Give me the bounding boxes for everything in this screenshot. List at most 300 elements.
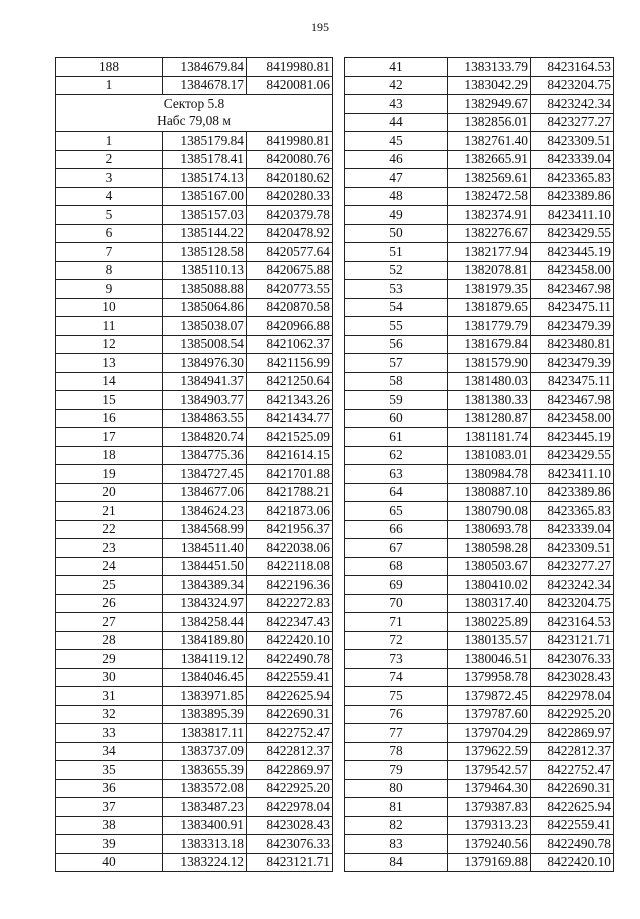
point-number: 63 [345,465,448,484]
table-row [345,354,614,373]
table-row [56,742,333,761]
table-row [56,58,333,77]
table-row [345,169,614,188]
x-coordinate: 1381779.79 [448,317,531,336]
x-coordinate: 1383895.39 [163,705,247,724]
table-row [345,613,614,632]
y-coordinate: 8420080.76 [247,150,333,169]
x-coordinate: 1381083.01 [448,446,531,465]
x-coordinate: 1382177.94 [448,243,531,262]
point-number: 73 [345,650,448,669]
point-number: 16 [56,409,163,428]
x-coordinate: 1381480.03 [448,372,531,391]
x-coordinate: 1380225.89 [448,613,531,632]
x-coordinate: 1379240.56 [448,835,531,854]
point-number: 6 [56,224,163,243]
x-coordinate: 1379169.88 [448,853,531,872]
y-coordinate: 8423411.10 [531,465,614,484]
x-coordinate: 1382856.01 [448,113,531,132]
point-number: 75 [345,687,448,706]
y-coordinate: 8422752.47 [247,724,333,743]
table-row [345,132,614,151]
table-row [345,446,614,465]
y-coordinate: 8420675.88 [247,261,333,280]
y-coordinate: 8422625.94 [531,798,614,817]
point-number: 25 [56,576,163,595]
point-number: 20 [56,483,163,502]
point-number: 26 [56,594,163,613]
x-coordinate: 1384976.30 [163,354,247,373]
x-coordinate: 1381579.90 [448,354,531,373]
table-row [345,187,614,206]
table-row [56,853,333,872]
x-coordinate: 1384451.50 [163,557,247,576]
x-coordinate: 1379622.59 [448,742,531,761]
table-row [56,317,333,336]
table-row [345,668,614,687]
x-coordinate: 1384820.74 [163,428,247,447]
y-coordinate: 8423389.86 [531,187,614,206]
point-number: 1 [56,76,163,95]
point-number: 188 [56,58,163,77]
y-coordinate: 8420478.92 [247,224,333,243]
table-row [56,594,333,613]
point-number: 22 [56,520,163,539]
table-row [56,650,333,669]
point-number: 40 [56,853,163,872]
point-number: 51 [345,243,448,262]
table-row [345,724,614,743]
point-number: 1 [56,132,163,151]
point-number: 9 [56,280,163,299]
point-number: 18 [56,446,163,465]
table-row [56,187,333,206]
y-coordinate: 8422812.37 [531,742,614,761]
y-coordinate: 8423365.83 [531,169,614,188]
point-number: 38 [56,816,163,835]
x-coordinate: 1385179.84 [163,132,247,151]
x-coordinate: 1379313.23 [448,816,531,835]
table-row [345,76,614,95]
point-number: 56 [345,335,448,354]
x-coordinate: 1381979.35 [448,280,531,299]
table-row [345,631,614,650]
x-coordinate: 1383487.23 [163,798,247,817]
y-coordinate: 8421434.77 [247,409,333,428]
y-coordinate: 8423164.53 [531,58,614,77]
x-coordinate: 1385157.03 [163,206,247,225]
table-row [56,798,333,817]
table-row [345,483,614,502]
point-number: 55 [345,317,448,336]
y-coordinate: 8423309.51 [531,539,614,558]
table-row [345,705,614,724]
table-row [345,557,614,576]
sector-header-row [56,95,333,132]
table-row [56,483,333,502]
y-coordinate: 8422038.06 [247,539,333,558]
x-coordinate: 1380135.57 [448,631,531,650]
y-coordinate: 8421343.26 [247,391,333,410]
x-coordinate: 1380410.02 [448,576,531,595]
y-coordinate: 8423028.43 [247,816,333,835]
point-number: 80 [345,779,448,798]
table-row [56,835,333,854]
x-coordinate: 1379704.29 [448,724,531,743]
x-coordinate: 1382665.91 [448,150,531,169]
table-row [56,816,333,835]
table-row [345,113,614,132]
table-row [56,539,333,558]
y-coordinate: 8423445.19 [531,428,614,447]
table-row [345,206,614,225]
point-number: 43 [345,95,448,114]
point-number: 4 [56,187,163,206]
y-coordinate: 8423479.39 [531,317,614,336]
y-coordinate: 8423365.83 [531,502,614,521]
y-coordinate: 8421788.21 [247,483,333,502]
table-row [56,169,333,188]
table-row [345,576,614,595]
x-coordinate: 1384568.99 [163,520,247,539]
table-row [56,502,333,521]
point-number: 60 [345,409,448,428]
sector-header [56,95,333,132]
x-coordinate: 1380887.10 [448,483,531,502]
y-coordinate: 8423277.27 [531,113,614,132]
y-coordinate: 8422812.37 [247,742,333,761]
point-number: 37 [56,798,163,817]
table-row [56,668,333,687]
x-coordinate: 1380503.67 [448,557,531,576]
y-coordinate: 8420870.58 [247,298,333,317]
x-coordinate: 1382761.40 [448,132,531,151]
y-coordinate: 8421156.99 [247,354,333,373]
table-row [345,742,614,761]
y-coordinate: 8422490.78 [531,835,614,854]
point-number: 58 [345,372,448,391]
x-coordinate: 1380790.08 [448,502,531,521]
y-coordinate: 8423204.75 [531,594,614,613]
y-coordinate: 8422690.31 [531,779,614,798]
x-coordinate: 1381380.33 [448,391,531,410]
table-row [345,816,614,835]
table-row [56,779,333,798]
point-number: 81 [345,798,448,817]
table-row [56,761,333,780]
y-coordinate: 8422752.47 [531,761,614,780]
table-row [345,650,614,669]
point-number: 13 [56,354,163,373]
y-coordinate: 8420773.55 [247,280,333,299]
y-coordinate: 8420379.78 [247,206,333,225]
x-coordinate: 1379787.60 [448,705,531,724]
point-number: 3 [56,169,163,188]
x-coordinate: 1384624.23 [163,502,247,521]
point-number: 33 [56,724,163,743]
point-number: 48 [345,187,448,206]
point-number: 36 [56,779,163,798]
table-row [56,446,333,465]
x-coordinate: 1385178.41 [163,150,247,169]
table-row [345,428,614,447]
point-number: 62 [345,446,448,465]
x-coordinate: 1384189.80 [163,631,247,650]
point-number: 15 [56,391,163,410]
y-coordinate: 8422420.10 [531,853,614,872]
point-number: 71 [345,613,448,632]
y-coordinate: 8423475.11 [531,298,614,317]
x-coordinate: 1384119.12 [163,650,247,669]
y-coordinate: 8422925.20 [531,705,614,724]
y-coordinate: 8423467.98 [531,391,614,410]
point-number: 53 [345,280,448,299]
x-coordinate: 1381879.65 [448,298,531,317]
point-number: 39 [56,835,163,854]
point-number: 69 [345,576,448,595]
x-coordinate: 1383971.85 [163,687,247,706]
point-number: 54 [345,298,448,317]
table-row [345,58,614,77]
table-row [56,705,333,724]
y-coordinate: 8423480.81 [531,335,614,354]
point-number: 28 [56,631,163,650]
x-coordinate: 1383400.91 [163,816,247,835]
y-coordinate: 8423076.33 [247,835,333,854]
y-coordinate: 8422978.04 [531,687,614,706]
point-number: 70 [345,594,448,613]
point-number: 50 [345,224,448,243]
point-number: 8 [56,261,163,280]
x-coordinate: 1385167.00 [163,187,247,206]
y-coordinate: 8422978.04 [247,798,333,817]
y-coordinate: 8419980.81 [247,58,333,77]
x-coordinate: 1381679.84 [448,335,531,354]
table-row [345,465,614,484]
table-row [345,779,614,798]
y-coordinate: 8423164.53 [531,613,614,632]
table-row [345,594,614,613]
point-number: 45 [345,132,448,151]
x-coordinate: 1384258.44 [163,613,247,632]
table-row [56,224,333,243]
x-coordinate: 1384678.17 [163,76,247,95]
y-coordinate: 8422625.94 [247,687,333,706]
point-number: 10 [56,298,163,317]
table-row [56,132,333,151]
y-coordinate: 8423475.11 [531,372,614,391]
y-coordinate: 8423458.00 [531,261,614,280]
x-coordinate: 1380693.78 [448,520,531,539]
x-coordinate: 1382472.58 [448,187,531,206]
table-row [345,520,614,539]
page-number: 195 [311,20,329,34]
point-number: 23 [56,539,163,558]
table-row [56,428,333,447]
x-coordinate: 1384775.36 [163,446,247,465]
table-row [345,798,614,817]
y-coordinate: 8422196.36 [247,576,333,595]
x-coordinate: 1380317.40 [448,594,531,613]
table-row [56,687,333,706]
x-coordinate: 1383655.39 [163,761,247,780]
table-row [56,557,333,576]
x-coordinate: 1384324.97 [163,594,247,613]
table-row [56,335,333,354]
point-number: 78 [345,742,448,761]
y-coordinate: 8419980.81 [247,132,333,151]
y-coordinate: 8423411.10 [531,206,614,225]
table-row [56,465,333,484]
point-number: 79 [345,761,448,780]
table-row [345,224,614,243]
y-coordinate: 8422925.20 [247,779,333,798]
table-row [56,243,333,262]
y-coordinate: 8422420.10 [247,631,333,650]
point-number: 31 [56,687,163,706]
y-coordinate: 8423242.34 [531,576,614,595]
table-row [345,761,614,780]
x-coordinate: 1385174.13 [163,169,247,188]
point-number: 46 [345,150,448,169]
table-row [56,409,333,428]
point-number: 2 [56,150,163,169]
table-row [56,206,333,225]
x-coordinate: 1383737.09 [163,742,247,761]
x-coordinate: 1383817.11 [163,724,247,743]
x-coordinate: 1379958.78 [448,668,531,687]
x-coordinate: 1383224.12 [163,853,247,872]
y-coordinate: 8422272.83 [247,594,333,613]
point-number: 35 [56,761,163,780]
table-row [56,576,333,595]
table-row [345,372,614,391]
table-row [345,261,614,280]
y-coordinate: 8423458.00 [531,409,614,428]
table-row [56,372,333,391]
point-number: 68 [345,557,448,576]
y-coordinate: 8421062.37 [247,335,333,354]
y-coordinate: 8423339.04 [531,520,614,539]
table-row [345,502,614,521]
point-number: 72 [345,631,448,650]
y-coordinate: 8422869.97 [531,724,614,743]
point-number: 12 [56,335,163,354]
point-number: 32 [56,705,163,724]
x-coordinate: 1383133.79 [448,58,531,77]
table-row [345,317,614,336]
x-coordinate: 1385110.13 [163,261,247,280]
x-coordinate: 1384863.55 [163,409,247,428]
table-row [345,835,614,854]
table-row [345,853,614,872]
table-row [345,150,614,169]
point-number: 29 [56,650,163,669]
x-coordinate: 1381280.87 [448,409,531,428]
x-coordinate: 1383313.18 [163,835,247,854]
point-number: 57 [345,354,448,373]
table-row [56,150,333,169]
point-number: 27 [56,613,163,632]
table-row [56,724,333,743]
table-row [345,539,614,558]
y-coordinate: 8422869.97 [247,761,333,780]
point-number: 74 [345,668,448,687]
y-coordinate: 8420280.33 [247,187,333,206]
table-row [345,280,614,299]
x-coordinate: 1384389.34 [163,576,247,595]
y-coordinate: 8423028.43 [531,668,614,687]
x-coordinate: 1382374.91 [448,206,531,225]
table-row [56,354,333,373]
point-number: 7 [56,243,163,262]
point-number: 30 [56,668,163,687]
table-row [345,298,614,317]
y-coordinate: 8423429.55 [531,224,614,243]
x-coordinate: 1381181.74 [448,428,531,447]
x-coordinate: 1384903.77 [163,391,247,410]
y-coordinate: 8423121.71 [531,631,614,650]
y-coordinate: 8421525.09 [247,428,333,447]
table-row [345,95,614,114]
y-coordinate: 8423479.39 [531,354,614,373]
x-coordinate: 1379464.30 [448,779,531,798]
table-row [345,391,614,410]
x-coordinate: 1384677.06 [163,483,247,502]
coordinates-table-right [344,57,614,872]
y-coordinate: 8423204.75 [531,76,614,95]
y-coordinate: 8421701.88 [247,465,333,484]
table-row [56,631,333,650]
y-coordinate: 8421956.37 [247,520,333,539]
x-coordinate: 1385128.58 [163,243,247,262]
point-number: 34 [56,742,163,761]
point-number: 52 [345,261,448,280]
table-row [56,298,333,317]
point-number: 67 [345,539,448,558]
y-coordinate: 8423467.98 [531,280,614,299]
y-coordinate: 8422559.41 [247,668,333,687]
x-coordinate: 1385008.54 [163,335,247,354]
table-row [56,76,333,95]
point-number: 42 [345,76,448,95]
y-coordinate: 8422690.31 [247,705,333,724]
point-number: 5 [56,206,163,225]
y-coordinate: 8422347.43 [247,613,333,632]
table-row [345,335,614,354]
x-coordinate: 1384679.84 [163,58,247,77]
point-number: 61 [345,428,448,447]
table-row [345,243,614,262]
table-row [345,687,614,706]
point-number: 24 [56,557,163,576]
coordinates-table-left [55,57,333,872]
x-coordinate: 1380046.51 [448,650,531,669]
x-coordinate: 1382949.67 [448,95,531,114]
sector-subtitle: Набс 79,08 м [157,113,231,128]
x-coordinate: 1384727.45 [163,465,247,484]
sector-title: Сектор 5.8 [163,96,225,111]
y-coordinate: 8422559.41 [531,816,614,835]
point-number: 21 [56,502,163,521]
y-coordinate: 8423242.34 [531,95,614,114]
point-number: 44 [345,113,448,132]
y-coordinate: 8420081.06 [247,76,333,95]
point-number: 66 [345,520,448,539]
table-row [56,613,333,632]
x-coordinate: 1385064.86 [163,298,247,317]
y-coordinate: 8423389.86 [531,483,614,502]
